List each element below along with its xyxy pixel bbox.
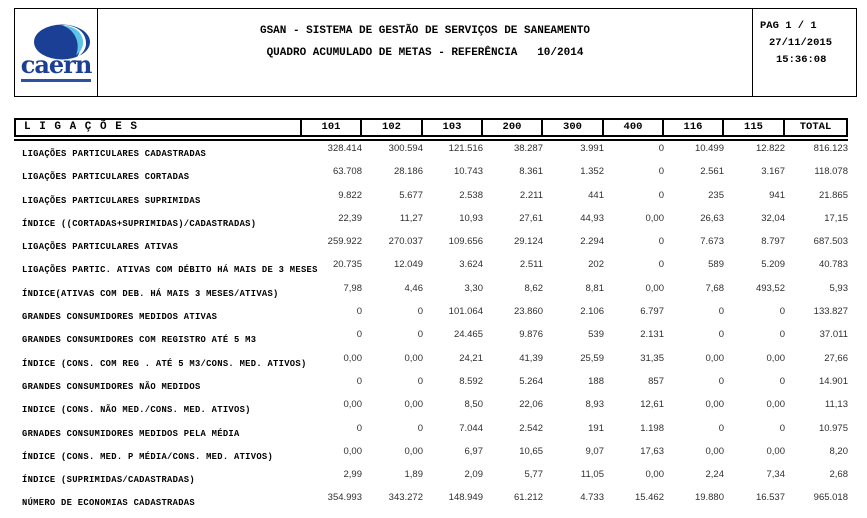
column-header-101: 101 (302, 118, 362, 137)
cell-value: 2.106 (580, 306, 604, 318)
cell-value: 3.167 (761, 166, 785, 178)
cell-value: 15.462 (634, 492, 664, 504)
cell-value: 27,61 (519, 212, 543, 224)
cell-value: 10.975 (818, 422, 848, 434)
row-label: ÍNDICE(ATIVAS COM DEB. HÁ MAIS 3 MESES/ATIVAS) (22, 288, 279, 299)
cell-value: 9.822 (338, 189, 362, 201)
cell-value: 0 (417, 375, 423, 387)
table-row (14, 397, 852, 420)
column-header-ligacoes: L I G A Ç Õ E S (14, 118, 302, 137)
report-date: 27/11/2015 (769, 37, 833, 49)
row-label: LIGAÇÕES PARTICULARES ATIVAS (22, 242, 179, 253)
table-row (14, 444, 852, 467)
cell-value: 0 (779, 329, 785, 341)
cell-value: 11,27 (399, 212, 423, 224)
column-header-200: 200 (483, 118, 543, 137)
cell-value: 343.272 (388, 492, 423, 504)
cell-value: 0 (658, 259, 664, 271)
cell-value: 21.865 (818, 189, 848, 201)
cell-value: 0 (658, 236, 664, 248)
cell-value: 8,20 (829, 445, 848, 457)
column-header-400: 400 (604, 118, 664, 137)
report-header (14, 8, 857, 97)
cell-value: 4,46 (404, 282, 423, 294)
cell-value: 8,81 (585, 282, 604, 294)
row-label: GRNADES CONSUMIDORES MEDIDOS PELA MÉDIA (22, 428, 240, 439)
table-row (14, 188, 852, 211)
table-row (14, 490, 852, 513)
cell-value: 2,24 (705, 469, 724, 481)
cell-value: 188 (588, 375, 604, 387)
cell-value: 10,65 (519, 445, 543, 457)
cell-value: 9.876 (519, 329, 543, 341)
cell-value: 0,00 (404, 445, 423, 457)
cell-value: 7.673 (700, 236, 724, 248)
cell-value: 2,99 (343, 469, 362, 481)
cell-value: 354.993 (327, 492, 362, 504)
cell-value: 5.677 (399, 189, 423, 201)
row-label: ÍNDICE (CONS. COM REG . ATÉ 5 M3/CONS. MED. ATIVOS) (22, 358, 307, 369)
table-row (14, 421, 852, 444)
cell-value: 118.078 (814, 166, 848, 178)
cell-value: 328.414 (327, 143, 362, 154)
cell-value: 8,93 (585, 399, 604, 411)
cell-value: 7.044 (459, 422, 483, 434)
logo-tagline-bar (21, 79, 91, 82)
cell-value: 0,00 (645, 282, 664, 294)
cell-value: 0 (417, 422, 423, 434)
cell-value: 0,00 (645, 212, 664, 224)
cell-value: 0 (718, 422, 724, 434)
cell-value: 259.922 (327, 236, 362, 248)
cell-value: 12.822 (755, 143, 785, 154)
row-label: GRANDES CONSUMIDORES MEDIDOS ATIVAS (22, 312, 218, 323)
cell-value: 0,00 (404, 352, 423, 364)
cell-value: 1.352 (580, 166, 604, 178)
cell-value: 441 (588, 189, 604, 201)
cell-value: 0 (718, 375, 724, 387)
cell-value: 31,35 (640, 352, 664, 364)
cell-value: 17,63 (640, 445, 664, 457)
cell-value: 8.592 (459, 375, 483, 387)
cell-value: 0 (718, 306, 724, 318)
cell-value: 19.880 (694, 492, 724, 504)
cell-value: 2.538 (459, 189, 483, 201)
cell-value: 539 (588, 329, 604, 341)
cell-value: 965.018 (813, 492, 848, 504)
cell-value: 7,98 (343, 282, 362, 294)
table-row (14, 257, 852, 280)
cell-value: 1.198 (640, 422, 664, 434)
report-subtitle: QUADRO ACUMULADO DE METAS - REFERÊNCIA 10/2014 (266, 47, 584, 59)
column-header-102: 102 (362, 118, 423, 137)
row-label: ÍNDICE (SUPRIMIDAS/CADASTRADAS) (22, 475, 195, 486)
cell-value: 0,00 (343, 399, 362, 411)
cell-value: 2.511 (519, 259, 543, 271)
table-row (14, 374, 852, 397)
row-label: INDICE (CONS. NÃO MED./CONS. MED. ATIVOS) (22, 405, 251, 416)
cell-value: 16.537 (755, 492, 785, 504)
cell-value: 27,66 (824, 352, 848, 364)
cell-value: 17,15 (824, 212, 848, 224)
cell-value: 687.503 (813, 236, 848, 248)
cell-value: 24.465 (453, 329, 483, 341)
column-header-116: 116 (664, 118, 724, 137)
cell-value: 133.827 (813, 306, 848, 318)
column-header-total: TOTAL (785, 118, 848, 137)
cell-value: 0,00 (766, 445, 785, 457)
page-info-block (752, 9, 856, 96)
cell-value: 816.123 (813, 143, 848, 154)
cell-value: 0 (356, 306, 362, 318)
cell-value: 12,61 (640, 399, 664, 411)
table-row (14, 141, 852, 164)
caern-wordmark: caern (20, 50, 92, 79)
table-row (14, 467, 852, 490)
cell-value: 37.011 (819, 329, 848, 341)
cell-value: 0 (779, 375, 785, 387)
cell-value: 8.797 (761, 236, 785, 248)
cell-value: 26,63 (700, 212, 724, 224)
cell-value: 0,00 (705, 445, 724, 457)
table-row (14, 304, 852, 327)
cell-value: 5,77 (524, 469, 543, 481)
row-label: LIGAÇÕES PARTICULARES SUPRIMIDAS (22, 195, 201, 206)
row-label: ÍNDICE ((CORTADAS+SUPRIMIDAS)/CADASTRADAS) (22, 218, 257, 229)
cell-value: 0,00 (645, 469, 664, 481)
cell-value: 941 (769, 189, 785, 201)
cell-value: 191 (588, 422, 604, 434)
cell-value: 61.212 (513, 492, 543, 504)
row-label: NÚMERO DE ECONOMIAS CADASTRADAS (22, 498, 195, 509)
page-number: PAG 1 / 1 (760, 20, 817, 32)
cell-value: 40.783 (818, 259, 848, 271)
report-title-block (98, 9, 752, 96)
cell-value: 6,97 (464, 445, 483, 457)
cell-value: 5.209 (761, 259, 785, 271)
cell-value: 9,07 (585, 445, 604, 457)
cell-value: 0,00 (343, 445, 362, 457)
cell-value: 857 (648, 375, 664, 387)
cell-value: 10,93 (459, 212, 483, 224)
table-row (14, 327, 852, 350)
cell-value: 29.124 (513, 236, 543, 248)
cell-value: 0 (417, 306, 423, 318)
cell-value: 0 (356, 422, 362, 434)
cell-value: 101.064 (448, 306, 483, 318)
cell-value: 25,59 (580, 352, 604, 364)
cell-value: 6.797 (640, 306, 664, 318)
cell-value: 0,00 (766, 352, 785, 364)
cell-value: 7,34 (766, 469, 785, 481)
cell-value: 235 (708, 189, 724, 201)
cell-value: 202 (588, 259, 604, 271)
cell-value: 2.131 (640, 329, 664, 341)
table-header-row (14, 118, 848, 137)
report-title: GSAN - SISTEMA DE GESTÃO DE SERVIÇOS DE SANEAMENTO (259, 25, 591, 37)
cell-value: 2.542 (519, 422, 543, 434)
cell-value: 0 (658, 189, 664, 201)
cell-value: 11,05 (580, 469, 604, 481)
cell-value: 0 (356, 375, 362, 387)
row-label: ÍNDICE (CONS. MED. P MÉDIA/CONS. MED. ATIVOS) (22, 451, 274, 462)
cell-value: 0 (417, 329, 423, 341)
row-label: GRANDES CONSUMIDORES COM REGISTRO ATÉ 5 M3 (22, 335, 257, 346)
row-label: GRANDES CONSUMIDORES NÃO MEDIDOS (22, 381, 201, 392)
column-header-300: 300 (543, 118, 604, 137)
cell-value: 63.708 (332, 166, 362, 178)
cell-value: 12.049 (393, 259, 423, 271)
cell-value: 22,39 (338, 212, 362, 224)
cell-value: 24,21 (459, 352, 483, 364)
table-row (14, 211, 852, 234)
cell-value: 148.949 (448, 492, 483, 504)
cell-value: 5,93 (829, 282, 848, 294)
caern-logo (15, 9, 98, 96)
cell-value: 589 (708, 259, 724, 271)
cell-value: 5.264 (519, 375, 543, 387)
cell-value: 0 (779, 422, 785, 434)
cell-value: 2.561 (700, 166, 724, 178)
row-label: LIGAÇÕES PARTICULARES CORTADAS (22, 172, 190, 183)
cell-value: 10.743 (453, 166, 483, 178)
table-row (14, 281, 852, 304)
cell-value: 41,39 (519, 352, 543, 364)
cell-value: 28.186 (393, 166, 423, 178)
cell-value: 0,00 (705, 352, 724, 364)
cell-value: 0 (718, 329, 724, 341)
cell-value: 3.991 (580, 143, 604, 154)
cell-value: 7,68 (705, 282, 724, 294)
cell-value: 3,30 (464, 282, 483, 294)
cell-value: 38.287 (513, 143, 543, 154)
column-header-103: 103 (423, 118, 483, 137)
cell-value: 0 (658, 166, 664, 178)
cell-value: 1,89 (404, 469, 423, 481)
cell-value: 10.499 (694, 143, 724, 154)
cell-value: 0,00 (705, 399, 724, 411)
cell-value: 22,06 (519, 399, 543, 411)
cell-value: 2.294 (580, 236, 604, 248)
cell-value: 493,52 (755, 282, 785, 294)
cell-value: 4.733 (580, 492, 604, 504)
cell-value: 270.037 (388, 236, 423, 248)
cell-value: 2,09 (464, 469, 483, 481)
table-row (14, 351, 852, 374)
cell-value: 0 (779, 306, 785, 318)
table-row (14, 234, 852, 257)
cell-value: 0,00 (404, 399, 423, 411)
report-time: 15:36:08 (776, 54, 827, 66)
cell-value: 11,13 (824, 399, 848, 411)
cell-value: 44,93 (580, 212, 604, 224)
row-label: LIGAÇÕES PARTIC. ATIVAS COM DÉBITO HÁ MAIS DE 3 MESES (22, 265, 318, 276)
row-label: LIGAÇÕES PARTICULARES CADASTRADAS (22, 149, 207, 159)
cell-value: 0 (356, 329, 362, 341)
cell-value: 20.735 (332, 259, 362, 271)
cell-value: 23.860 (513, 306, 543, 318)
cell-value: 121.516 (448, 143, 483, 154)
column-header-115: 115 (724, 118, 785, 137)
cell-value: 14.901 (818, 375, 848, 387)
cell-value: 300.594 (388, 143, 423, 154)
cell-value: 109.656 (448, 236, 483, 248)
cell-value: 3.624 (459, 259, 483, 271)
cell-value: 32,04 (761, 212, 785, 224)
cell-value: 8,62 (524, 282, 543, 294)
table-body (14, 141, 852, 514)
cell-value: 0,00 (766, 399, 785, 411)
table-row (14, 164, 852, 187)
cell-value: 8.361 (519, 166, 543, 178)
cell-value: 0,00 (343, 352, 362, 364)
cell-value: 2.211 (519, 189, 543, 201)
cell-value: 0 (658, 143, 664, 154)
cell-value: 8,50 (464, 399, 483, 411)
cell-value: 2,68 (829, 469, 848, 481)
